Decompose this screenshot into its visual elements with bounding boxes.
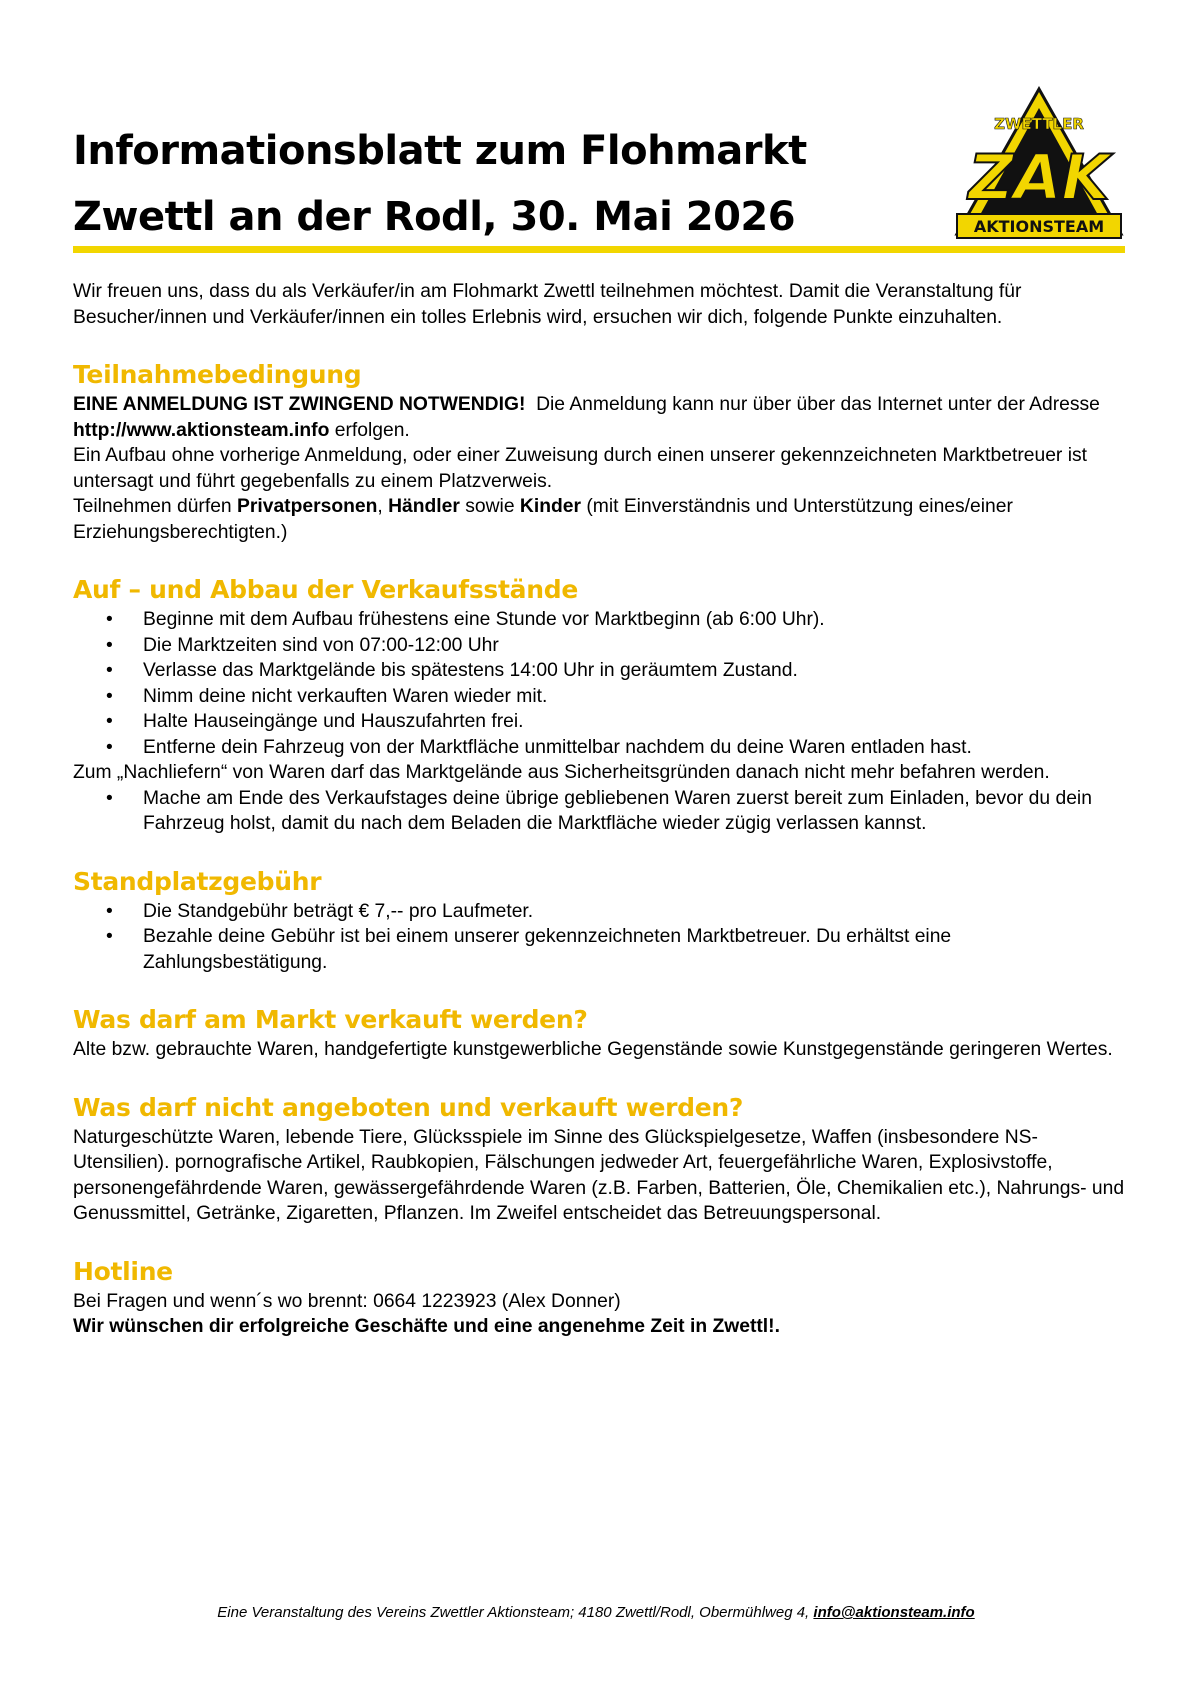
- teilnahme-p3-a: Teilnehmen dürfen: [73, 496, 232, 517]
- list-item: • Verlasse das Marktgelände bis spätestens 14:00 Uhr in geräumtem Zustand.: [73, 658, 1133, 684]
- teilnahme-text-b: erfolgen.: [334, 419, 410, 441]
- closing-text: [73, 1314, 1133, 1340]
- heading-erlaubt: Was darf am Markt verkauft werden?: [73, 1005, 588, 1034]
- teilnahme-comma: ,: [377, 496, 383, 517]
- closing-bold: Wir wünschen dir erfolgreiche Geschäfte und eine angenehme Zeit in Zwettl!.: [73, 1316, 780, 1337]
- teilnahme-kinder: Kinder: [519, 496, 581, 517]
- heading-hotline: Hotline: [73, 1256, 173, 1286]
- section-erlaubt: [73, 1003, 1133, 1063]
- hotline-text: Bei Fragen und wenn´s wo brennt: 0664 1223923 (Alex Donner): [73, 1290, 621, 1312]
- list-item: • Die Marktzeiten sind von 07:00-12:00 Uhr: [73, 633, 1133, 659]
- erlaubt-text: Alte bzw. gebrauchte Waren, handgefertigte kunstgewerbliche Gegenstände sowie Kunstgegenstände geringeren Wertes.: [73, 1039, 1113, 1060]
- gebuehr-list: [73, 899, 1133, 976]
- section-teilnahme: [73, 358, 1133, 545]
- teilnahme-privat: Privatpersonen: [237, 496, 378, 517]
- list-item: • Mache am Ende des Verkaufstages deine übrige gebliebenen Waren zuerst bereit zum Einladen, bevor du dein Fahrzeug holst, damit du nach dem Beladen die Marktfläche wieder zügig verlassen kannst.: [73, 786, 1133, 837]
- title-line-1: Informationsblatt zum Flohmarkt: [73, 128, 807, 174]
- teilnahme-para-1: [73, 392, 1133, 443]
- teilnahme-haendler: Händler: [388, 496, 460, 517]
- logo-bottom-text: AKTIONSTEAM: [973, 217, 1105, 236]
- teilnahme-para-3: [73, 494, 1133, 545]
- section-gebuehr: [73, 865, 1133, 976]
- section-aufbau: [73, 573, 1133, 837]
- list-item: • Bezahle deine Gebühr ist bei einem unserer gekennzeichneten Marktbetreuer. Du erhältst eine Zahlungsbestätigung.: [73, 924, 1133, 975]
- list-item: • Nimm deine nicht verkauften Waren wieder mit.: [73, 684, 1133, 710]
- logo-main-text: ZAK: [968, 141, 1110, 214]
- footer-text: Eine Veranstaltung des Vereins Zwettler Aktionsteam; 4180 Zwettl/Rodl, Obermühlweg 4,: [217, 1604, 810, 1621]
- list-item: • Entferne dein Fahrzeug von der Marktfläche unmittelbar nachdem du deine Waren entladen hast.: [73, 735, 1133, 761]
- heading-gebuehr: Standplatzgebühr: [73, 866, 322, 896]
- title-line-2: Zwettl an der Rodl, 30. Mai 2026: [73, 194, 796, 240]
- title-underline: [73, 246, 1125, 253]
- zak-logo: [953, 86, 1125, 248]
- teilnahme-p3-b: (mit Einverständnis und Unterstützung eines/einer Erziehungsberechtigten.): [73, 496, 1013, 543]
- teilnahme-sowie: sowie: [465, 496, 515, 517]
- main-content: [73, 279, 1133, 1340]
- intro-text: Wir freuen uns, dass du als Verkäufer/in am Flohmarkt Zwettl teilnehmen möchtest. Damit die Veranstaltung für Besucher/innen und Verkäufer/innen ein tolles Erlebnis wird, ersuchen wir dich, folgende Punkte einzuhalten.: [73, 281, 1022, 328]
- aufbau-list: [73, 607, 1133, 760]
- section-verboten: [73, 1091, 1133, 1227]
- footer-email-link[interactable]: info@aktionsteam.info: [813, 1604, 975, 1621]
- teilnahme-para-2: Ein Aufbau ohne vorherige Anmeldung, oder einer Zuweisung durch einen unserer gekennzeichneten Marktbetreuer ist untersagt und führt gegebenfalls zu einem Platzverweis.: [73, 445, 1087, 492]
- list-item: • Halte Hauseingänge und Hauszufahrten frei.: [73, 709, 1133, 735]
- aufbau-note: Zum „Nachliefern“ von Waren darf das Marktgelände aus Sicherheitsgründen danach nicht mehr befahren werden.: [73, 762, 1050, 783]
- heading-verboten: Was darf nicht angeboten und verkauft werden?: [73, 1092, 744, 1122]
- anmeldung-notice: EINE ANMELDUNG IST ZWINGEND NOTWENDIG!: [73, 394, 526, 415]
- footer: [0, 1604, 1192, 1621]
- heading-aufbau: Auf – und Abbau der Verkaufsstände: [73, 575, 578, 604]
- list-item: • Beginne mit dem Aufbau frühestens eine Stunde vor Marktbeginn (ab 6:00 Uhr).: [73, 607, 1133, 633]
- teilnahme-text-a: Die Anmeldung kann nur über über das Internet unter der Adresse: [536, 394, 1100, 415]
- page-title: [73, 118, 873, 250]
- aufbau-list-2: [73, 786, 1133, 837]
- section-hotline: [73, 1255, 1133, 1340]
- heading-teilnahme: Teilnahmebedingung: [73, 360, 362, 389]
- verboten-text: Naturgeschützte Waren, lebende Tiere, Glücksspiele im Sinne des Glückspielgesetze, Waffen (insbesondere NS- Utensilien). pornografische Artikel, Raubkopien, Fälschungen jedweder Art, feuergefährliche Waren, Explosivstoffe, personengefährdende Waren, gewässergefährdende Waren (z.B. Farben, Batterien, Öle, Chemikalien etc.), Nahrungs- und Genussmittel, Getränke, Zigaretten, Pflanzen. Im Zweifel entscheidet das Betreuungspersonal.: [73, 1126, 1125, 1224]
- anmeldung-url[interactable]: http://www.aktionsteam.info: [73, 419, 330, 441]
- logo-top-text: ZWETTLER: [994, 115, 1084, 133]
- list-item: • Die Standgebühr beträgt € 7,-- pro Laufmeter.: [73, 899, 1133, 925]
